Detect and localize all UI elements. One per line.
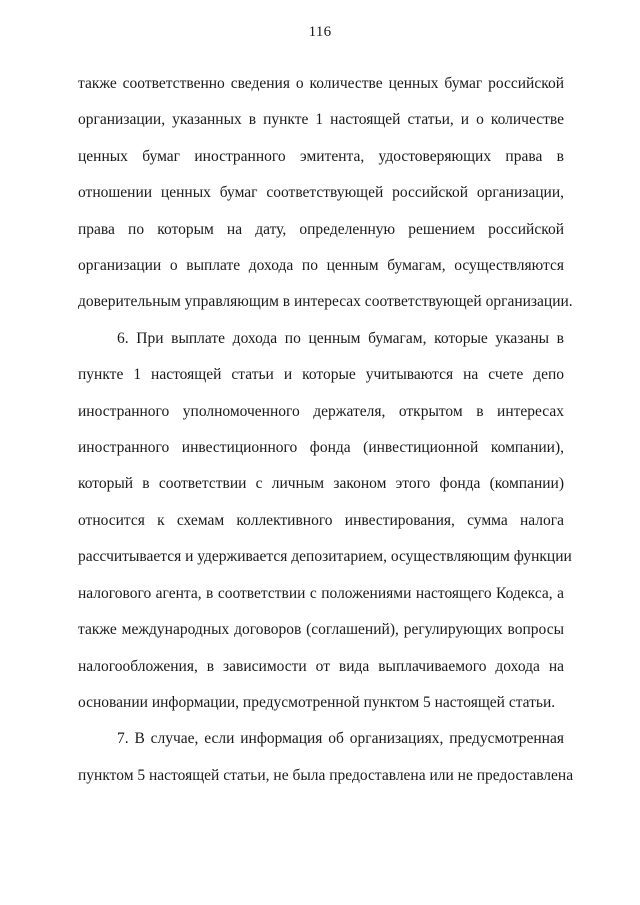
text-line: рассчитывается и удерживается депозитарием, осуществляющим функции	[78, 548, 572, 566]
text-line: 7. В случае, если информация об организациях, предусмотренная	[117, 730, 564, 748]
text-line: также международных договоров (соглашений), регулирующих вопросы	[78, 621, 564, 639]
text-line: организации о выплате дохода по ценным бумагам, осуществляются	[78, 257, 564, 275]
page-number: 116	[308, 24, 332, 40]
text-line: налогообложения, в зависимости от вида выплачиваемого дохода на	[78, 657, 564, 675]
text-line: отношении ценных бумаг соответствующей российской организации,	[78, 184, 564, 202]
text-line: основании информации, предусмотренной пунктом 5 настоящей статьи.	[78, 693, 556, 711]
text-line: иностранного инвестиционного фонда (инвестиционной компании),	[78, 439, 564, 457]
text-line: организации, указанных в пункте 1 настоящей статьи, и о количестве	[78, 111, 564, 129]
text-line: пункте 1 настоящей статьи и которые учитываются на счете депо	[78, 366, 564, 384]
paragraph-item-6	[78, 321, 572, 721]
document-body	[78, 66, 574, 794]
text-line: права по которым на дату, определенную решением российской	[78, 220, 564, 238]
text-line: пунктом 5 настоящей статьи, не была предоставлена или не предоставлена	[78, 766, 574, 784]
text-line: относится к схемам коллективного инвестирования, сумма налога	[78, 511, 564, 529]
paragraph-item-7	[78, 721, 574, 794]
text-line: доверительным управляющим в интересах соответствующей организации.	[78, 293, 573, 311]
text-line: ценных бумаг иностранного эмитента, удостоверяющих права в	[78, 147, 564, 165]
text-line: который в соответствии с личным законом этого фонда (компании)	[78, 475, 564, 493]
text-line: также соответственно сведения о количестве ценных бумаг российской	[78, 75, 564, 92]
text-line: налогового агента, в соответствии с положениями настоящего Кодекса, а	[78, 584, 564, 602]
text-line: 6. При выплате дохода по ценным бумагам, которые указаны в	[117, 329, 564, 347]
text-line: иностранного уполномоченного держателя, открытом в интересах	[78, 402, 564, 420]
paragraph-continuation	[78, 66, 573, 321]
